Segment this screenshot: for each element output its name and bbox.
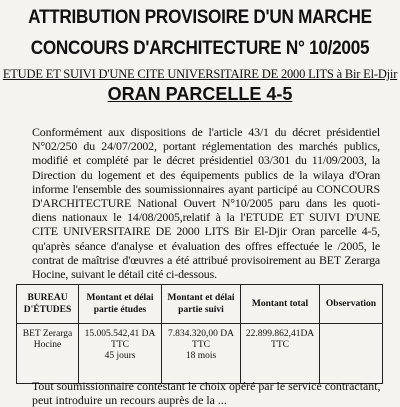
body-line: D'ARCHITECTURE National Ouvert N°10/2005 paru dans les quoti-	[32, 196, 380, 211]
body-line: Direction du logement et des équipements publics de la wilaya d'Oran	[32, 167, 380, 182]
etudes-ttc: TTC	[111, 340, 129, 350]
notice-body	[32, 125, 380, 281]
footer-line: peut introduire un recours auprès de la ...	[32, 393, 227, 407]
cell-observation	[320, 324, 383, 384]
table-row	[17, 324, 383, 384]
body-line: qu'après séance d'analyse et évaluation des offres effectuée le /2005, le	[32, 238, 380, 253]
notice-lot: ORAN PARCELLE 4-5	[107, 84, 293, 104]
cell-etudes	[79, 324, 162, 384]
header-etudes: Montant et délai partie études	[79, 285, 162, 324]
notice-subtitle: ETUDE ET SUIVI D'UNE CITE UNIVERSITAIRE DE 2000 LITS à Bir El-Djir	[2, 67, 398, 81]
body-line: diens nationaux le 14/08/2005,relatif à la l'ETUDE ET SUIVI D'UNE	[32, 210, 380, 225]
cell-bureau: BET Zerarga Hocine	[17, 324, 79, 384]
body-line: N°02/250 du 24/07/2002, portant réglementation des marchés publics,	[32, 139, 380, 154]
body-line: CITE UNIVERSITAIRE DE 2000 LITS Bir El-Djir Oran parcelle 4-5,	[32, 224, 380, 239]
award-table	[16, 284, 383, 384]
suivi-ttc: TTC	[192, 340, 210, 350]
body-line: modifié et complété par le décret présidentiel 03/301 du 11/09/2003, la	[32, 153, 380, 168]
notice-footer	[32, 379, 382, 407]
total-ttc: TTC	[271, 340, 289, 350]
cell-total	[241, 324, 320, 384]
suivi-amount: 7.834.320,00 DA	[168, 329, 234, 339]
body-line: contrat de maîtrise d'œuvres a été attribué provisoirement au BET Zerarga	[32, 252, 380, 267]
header-total: Montant total	[241, 285, 320, 324]
etudes-delay: 45 jours	[104, 351, 136, 361]
notice-title-contest: CONCOURS D'ARCHITECTURE N° 10/2005	[30, 37, 370, 59]
total-amount: 22.899.862,41DA	[245, 329, 315, 339]
header-observation: Observation	[320, 285, 383, 324]
cell-suivi	[162, 324, 241, 384]
header-suivi: Montant et délai partie suivi	[162, 285, 241, 324]
body-line: informe l'ensemble des soumissionnaires ayant participé au CONCOURS	[32, 181, 380, 196]
footer-line: Tout soumissionnaire contestant le choix opéré par le service contractant,	[32, 379, 381, 393]
notice-title: ATTRIBUTION PROVISOIRE D'UN MARCHE	[28, 6, 372, 28]
header-bureau: BUREAU D'ÉTUDES	[17, 285, 79, 324]
suivi-delay: 18 mois	[185, 351, 217, 361]
table-header-row	[17, 285, 383, 324]
etudes-amount: 15.005.542,41 DA	[84, 329, 156, 339]
body-line: Conformément aux dispositions de l'article 43/1 du décret présidentiel	[32, 125, 380, 139]
body-line: Hocine, suivant le détail cité ci-dessous.	[32, 267, 217, 282]
